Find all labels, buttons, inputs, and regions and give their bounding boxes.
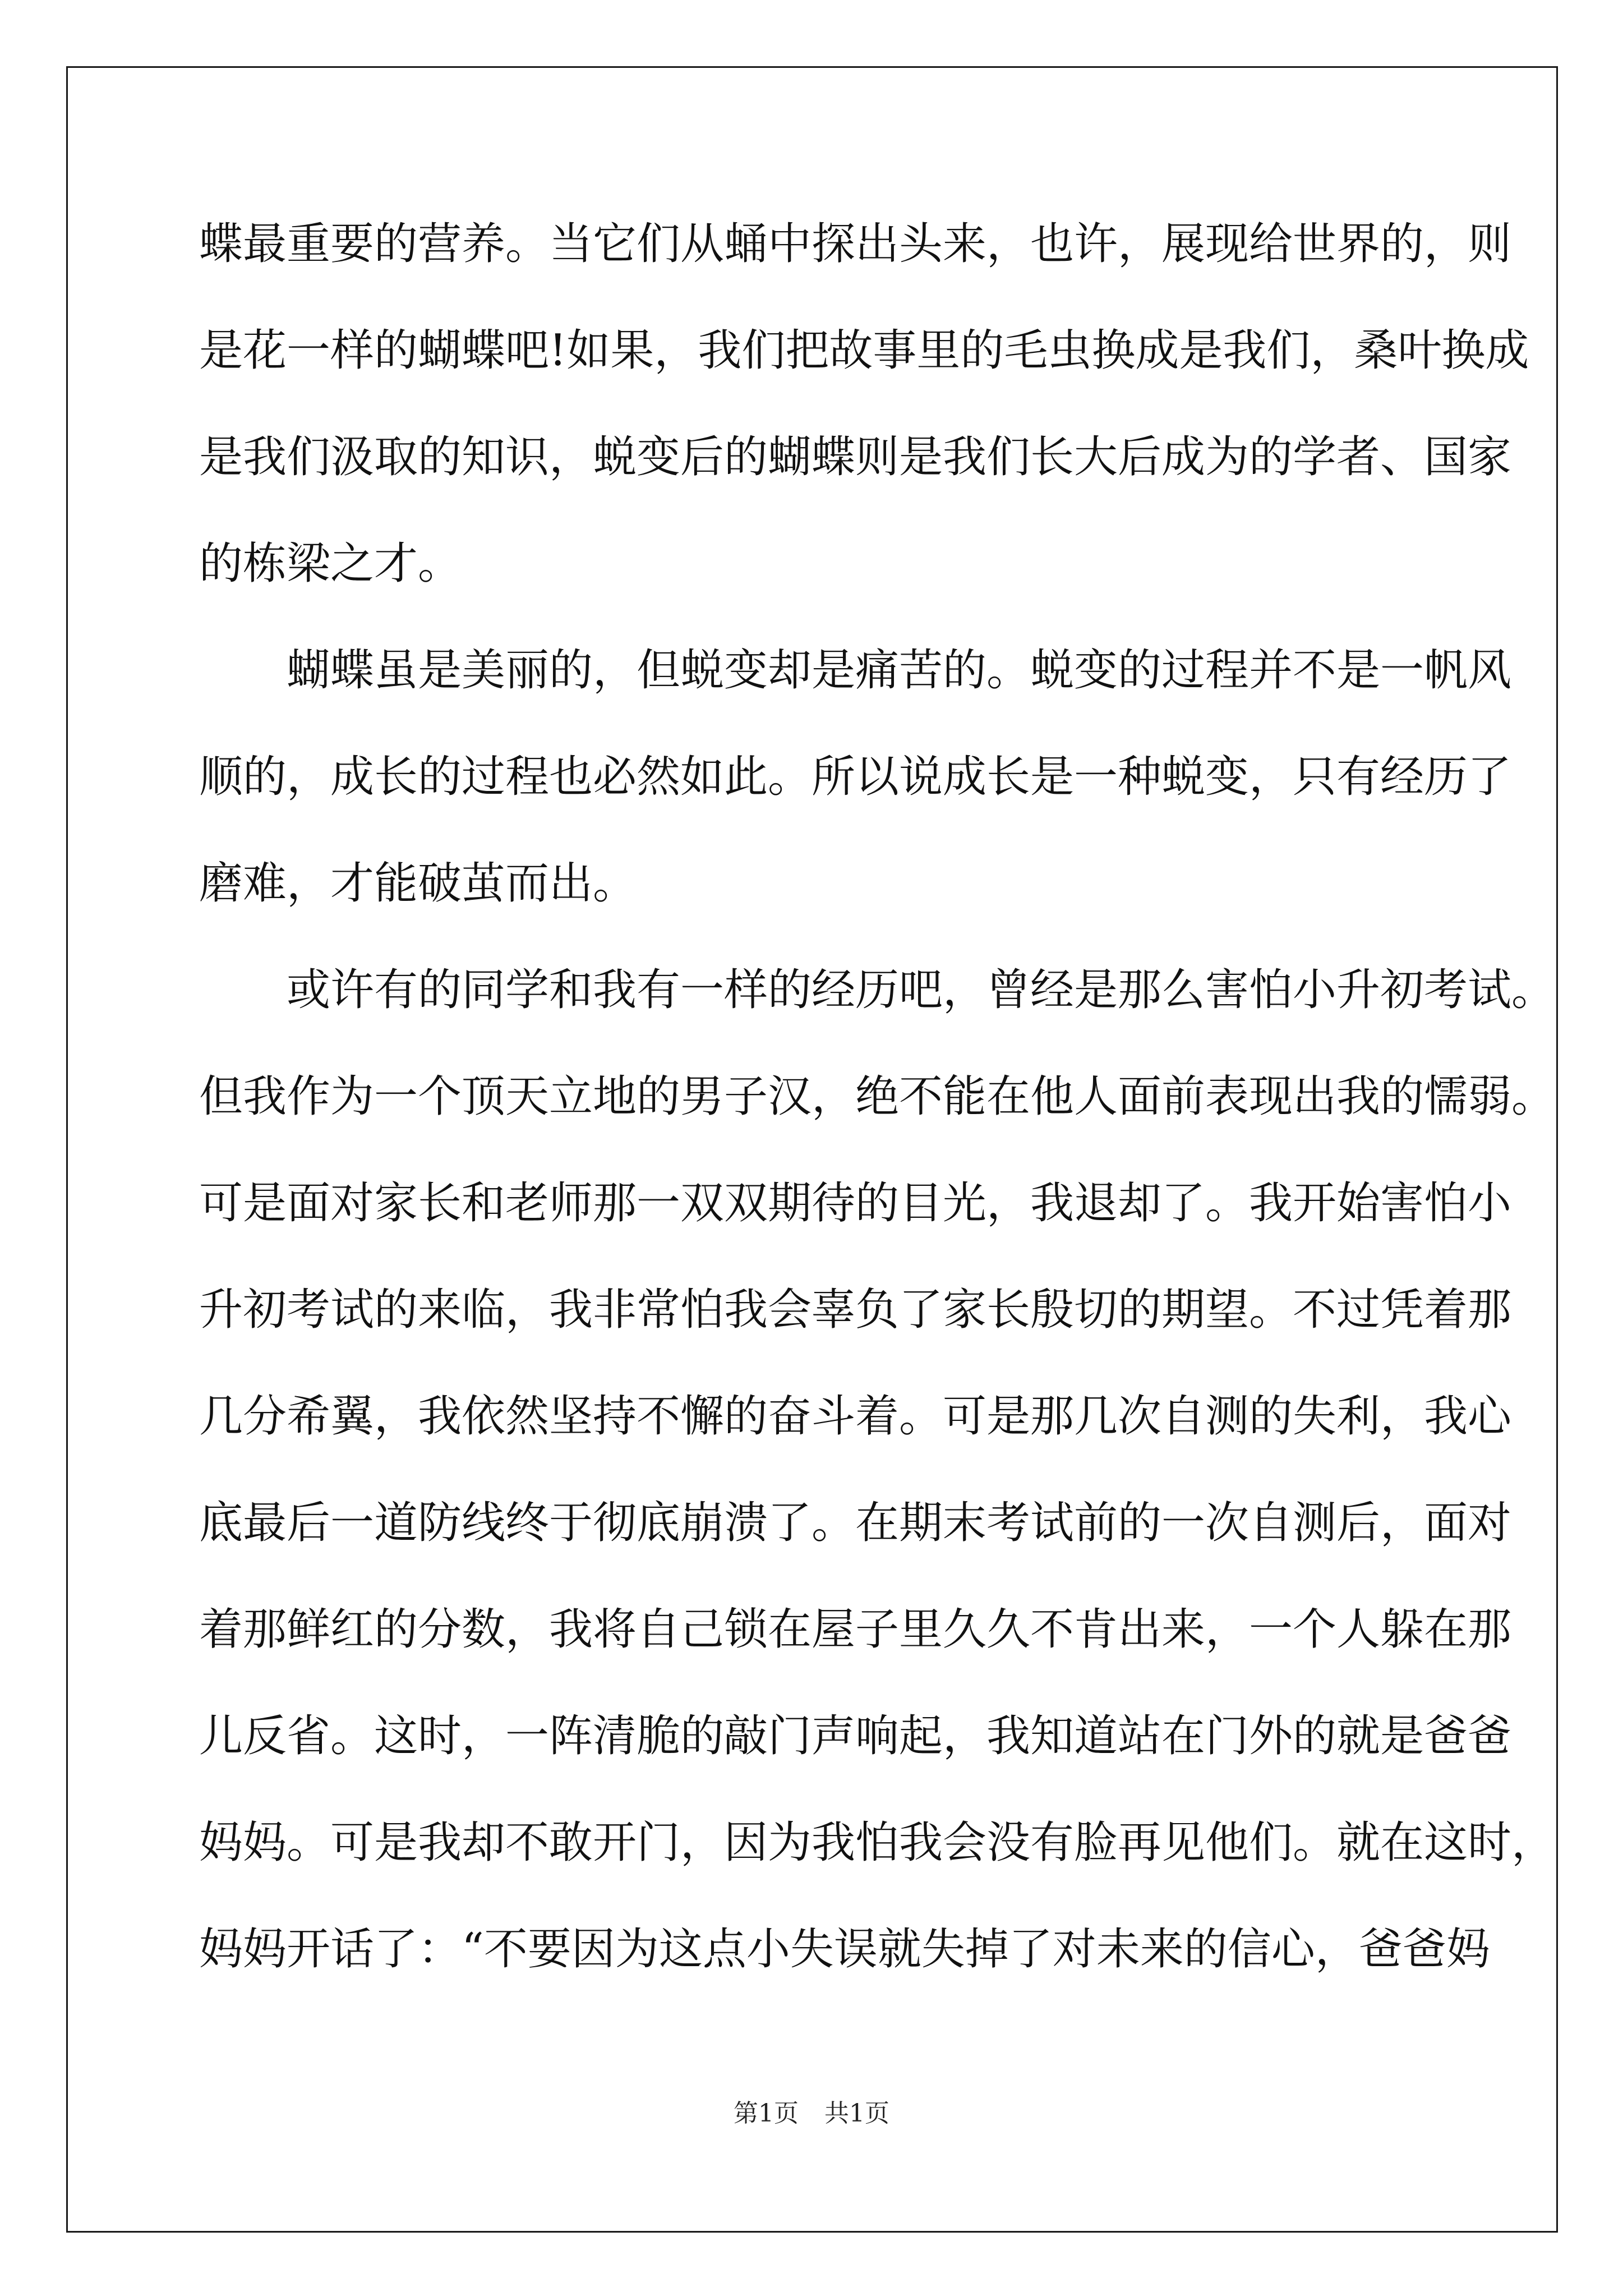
text-line: 妈妈。可是我却不敢开门，因为我怕我会没有脸再见他们。就在这时， <box>199 1818 1556 1868</box>
text-line: 着那鲜红的分数，我将自己锁在屋子里久久不肯出来，一个人躲在那 <box>199 1604 1512 1655</box>
text-line: 蝴蝶虽是美丽的，但蜕变却是痛苦的。蜕变的过程并不是一帆风 <box>199 645 1512 696</box>
page-total: 共1页 <box>824 2099 889 2128</box>
text-line: 妈妈开话了：“不要因为这点小失误就失掉了对未来的信心，爸爸妈 <box>199 1924 1490 1975</box>
text-line: 或许有的同学和我有一样的经历吧，曾经是那么害怕小升初考试。 <box>199 965 1556 1015</box>
text-line: 是我们汲取的知识，蜕变后的蝴蝶则是我们长大后成为的学者、国家 <box>199 432 1512 482</box>
text-line: 但我作为一个顶天立地的男子汉，绝不能在他人面前表现出我的懦弱。 <box>199 1071 1556 1122</box>
text-line: 几分希翼，我依然坚持不懈的奋斗着。可是那几次自测的失利，我心 <box>199 1391 1512 1442</box>
text-line: 的栋梁之才。 <box>199 539 462 589</box>
text-line: 儿反省。这时，一阵清脆的敲门声响起，我知道站在门外的就是爸爸 <box>199 1711 1512 1761</box>
page-number: 第1页 <box>734 2099 799 2128</box>
text-line: 升初考试的来临，我非常怕我会辜负了家长殷切的期望。不过凭着那 <box>199 1285 1512 1335</box>
page-border <box>66 66 1558 2233</box>
text-line: 顺的，成长的过程也必然如此。所以说成长是一种蜕变，只有经历了 <box>199 752 1512 802</box>
text-line: 可是面对家长和老师那一双双期待的目光，我退却了。我开始害怕小 <box>199 1178 1512 1228</box>
text-line: 底最后一道防线终于彻底崩溃了。在期末考试前的一次自测后，面对 <box>199 1498 1512 1548</box>
page-footer <box>0 2097 1623 2131</box>
text-line: 磨难，才能破茧而出。 <box>199 858 637 909</box>
text-line: 是花一样的蝴蝶吧!如果，我们把故事里的毛虫换成是我们，桑叶换成 <box>199 325 1529 376</box>
text-line: 蝶最重要的营养。当它们从蛹中探出头来，也许，展现给世界的，则 <box>199 219 1512 269</box>
